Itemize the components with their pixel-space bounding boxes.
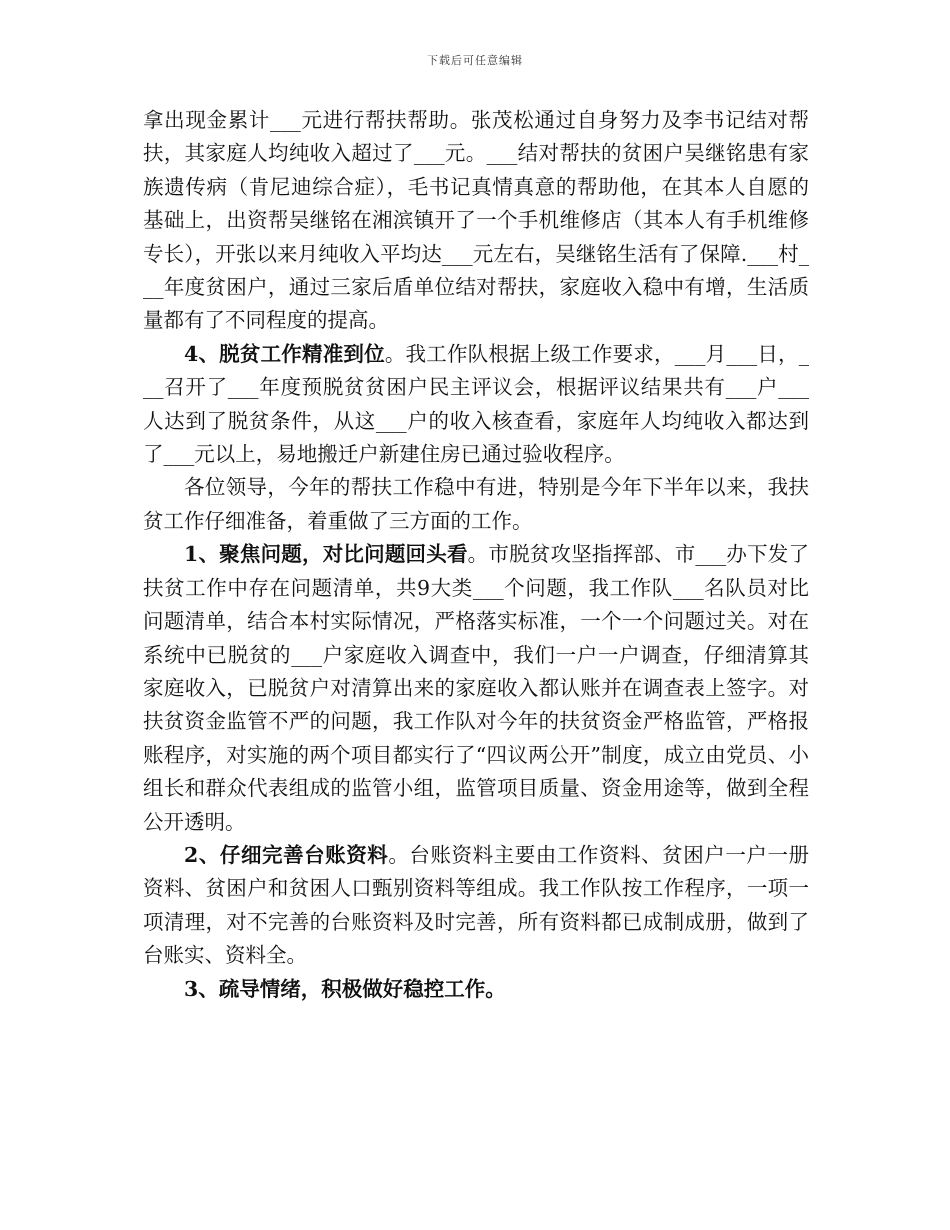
paragraph-4-heading: 1、聚焦问题，对比问题回头看 [184,542,468,567]
paragraph-6 [143,973,809,1006]
paragraph-5-text: 。台账资料主要由工作资料、贫困户一户一册资料、贫困户和贫困人口甄别资料等组成。我工作队按工作程序，一项一项清理，对不完善的台账资料及时完善，所有资料都已成制成册，做到了台账实、资料全。 [143,842,810,968]
paragraph-3 [143,471,809,538]
paragraph-1-text: 拿出现金累计___元进行帮扶帮助。张茂松通过自身努力及李书记结对帮扶，其家庭人均纯收入超过了___元。___结对帮扶的贫困户吴继铭患有家族遗传病（肯尼迪综合症），毛书记真情真意的帮助他，在其本人自愿的基础上，出资帮吴继铭在湘滨镇开了一个手机维修店（其本人有手机维修专长），开张以来月纯收入平均达___元左右，吴继铭生活有了保障.___村___年度贫困户，通过三家后盾单位结对帮扶，家庭收入稳中有增，生活质量都有了不同程度的提高。 [143,108,809,333]
paragraph-2 [143,338,809,472]
paragraph-2-text: 。我工作队根据上级工作要求，___月___日，___召开了___年度预脱贫贫困户民主评议会，根据评议结果共有___户___人达到了脱贫条件，从这___户的收入核查看，家庭年人均纯收入都达到了___元以上，易地搬迁户新建住房已通过验收程序。 [143,341,809,467]
page-header: 下载后可任意编辑 [427,54,523,67]
paragraph-2-heading: 4、脱贫工作精准到位 [184,341,385,366]
document-body [143,104,809,1006]
paragraph-5-heading: 2、仔细完善台账资料 [184,842,389,867]
paragraph-5 [143,839,809,973]
paragraph-4 [143,538,809,839]
paragraph-4-text: 。市脱贫攻坚指挥部、市___办下发了扶贫工作中存在问题清单，共9大类___个问题，我工作队___名队员对比问题清单，结合本村实际情况，严格落实标准，一个一个问题过关。对在系统中已脱贫的___户家庭收入调查中，我们一户一户调查，仔细清算其家庭收入，已脱贫户对清算出来的家庭收入都认账并在调查表上签字。对扶贫资金监管不严的问题，我工作队对今年的扶贫资金严格监管，严格报账程序，对实施的两个项目都实行了“四议两公开”制度，成立由党员、小组长和群众代表组成的监管小组，监管项目质量、资金用途等，做到全程公开透明。 [143,542,810,834]
paragraph-3-text: 各位领导，今年的帮扶工作稳中有进，特别是今年下半年以来，我扶贫工作仔细准备，着重做了三方面的工作。 [143,475,809,533]
paragraph-6-heading: 3、疏导情绪，积极做好稳控工作。 [184,976,506,1001]
paragraph-1 [143,104,809,338]
